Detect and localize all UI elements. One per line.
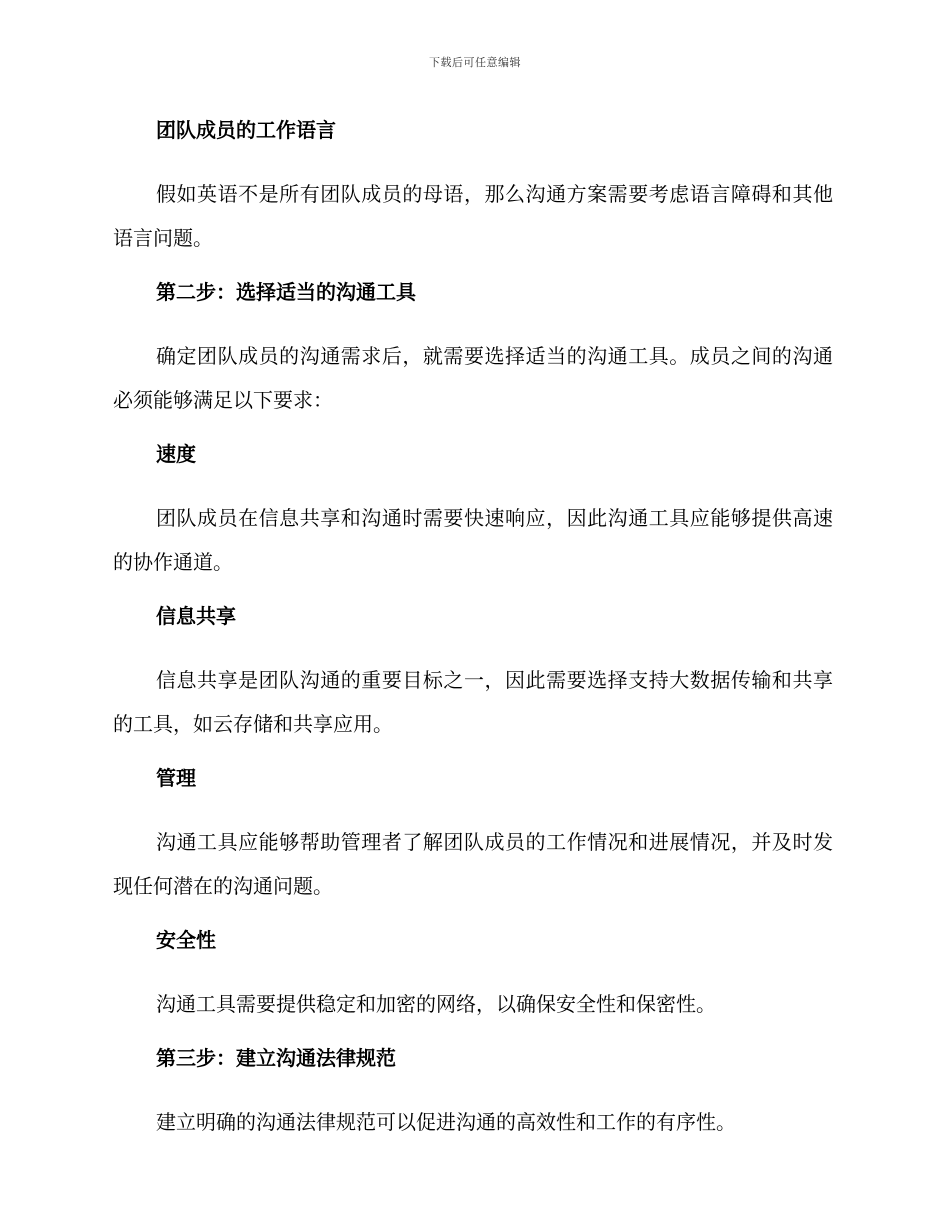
section-heading-info-sharing: 信息共享 [156,604,236,628]
document-body [113,112,833,1158]
section-heading-work-language: 团队成员的工作语言 [156,118,336,142]
section-heading-management: 管理 [156,766,196,790]
paragraph-speed: 团队成员在信息共享和沟通时需要快速响应，因此沟通工具应能够提供高速的协作通道。 [113,506,833,574]
section-heading-step-three: 第三步：建立沟通法律规范 [156,1046,396,1070]
paragraph-security: 沟通工具需要提供稳定和加密的网络，以确保安全性和保密性。 [156,992,716,1016]
section-heading-speed: 速度 [156,442,196,466]
paragraph-info-sharing: 信息共享是团队沟通的重要目标之一，因此需要选择支持大数据传输和共享的工具，如云存储和共享应用。 [113,668,833,736]
paragraph-language-barrier: 假如英语不是所有团队成员的母语，那么沟通方案需要考虑语言障碍和其他语言问题。 [113,182,833,250]
page-header: 下载后可任意编辑 [429,56,521,69]
section-heading-security: 安全性 [156,928,216,952]
section-heading-step-two: 第二步：选择适当的沟通工具 [156,280,416,304]
paragraph-management: 沟通工具应能够帮助管理者了解团队成员的工作情况和进展情况，并及时发现任何潜在的沟通问题。 [113,830,833,898]
paragraph-communication-needs: 确定团队成员的沟通需求后，就需要选择适当的沟通工具。成员之间的沟通必须能够满足以下要求： [113,344,833,412]
paragraph-communication-rules: 建立明确的沟通法律规范可以促进沟通的高效性和工作的有序性。 [156,1110,736,1134]
